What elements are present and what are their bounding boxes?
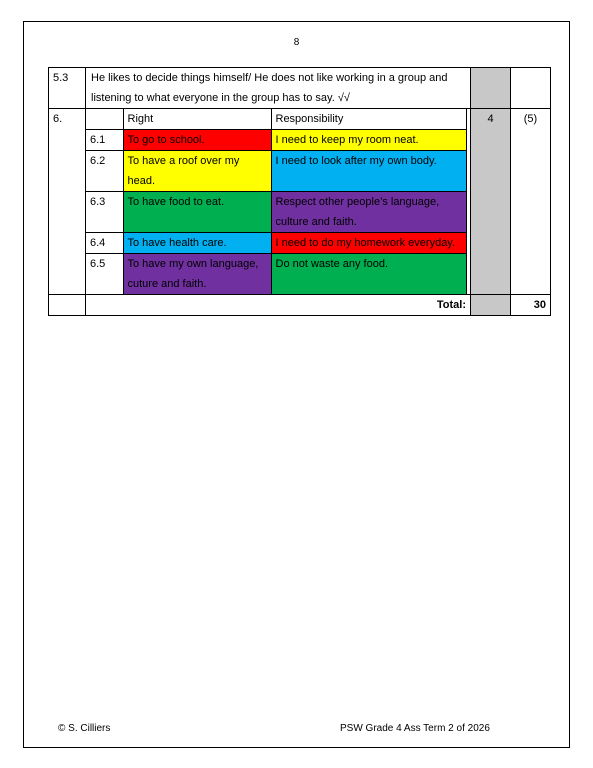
item-row — [86, 130, 466, 151]
item-number: 6.3 — [86, 192, 123, 233]
mark-cell — [471, 295, 511, 316]
total-cell: (5) — [511, 109, 551, 295]
item-row — [86, 151, 466, 192]
total-row — [49, 295, 551, 316]
mark-cell — [471, 68, 511, 109]
rights-responsibilities-table — [86, 109, 467, 294]
item-number: 6.1 — [86, 130, 123, 151]
right-cell: To have a roof over my head. — [123, 151, 271, 192]
responsibility-cell: I need to look after my own body. — [271, 151, 466, 192]
responsibility-cell: Respect other people’s language, culture and faith. — [271, 192, 466, 233]
answer-text: He likes to decide things himself/ He does not like working in a group and listening to what everyone in the group has to say. √√ — [86, 68, 471, 109]
footer-author: © S. Cilliers — [58, 723, 111, 734]
total-cell — [511, 68, 551, 109]
header-row — [86, 109, 466, 130]
right-cell: To have my own language, cuture and faith. — [123, 254, 271, 295]
total-label: Total: — [86, 295, 471, 316]
item-number: 6.2 — [86, 151, 123, 192]
right-cell: To go to school. — [123, 130, 271, 151]
footer-title: PSW Grade 4 Ass Term 2 of 2026 — [340, 723, 490, 734]
memo-row-6 — [49, 109, 551, 295]
mark-cell: 4 — [471, 109, 511, 295]
header-responsibility: Responsibility — [271, 109, 466, 130]
item-row — [86, 192, 466, 233]
question-number: 6. — [49, 109, 86, 295]
item-number: 6.4 — [86, 233, 123, 254]
item-row — [86, 233, 466, 254]
responsibility-cell: I need to keep my room neat. — [271, 130, 466, 151]
page-number: 8 — [293, 37, 300, 48]
right-cell: To have food to eat. — [123, 192, 271, 233]
item-row — [86, 254, 466, 295]
rights-table-cell — [86, 109, 471, 295]
memo-table — [48, 67, 551, 316]
responsibility-cell: I need to do my homework everyday. — [271, 233, 466, 254]
memo-row-5-3 — [49, 68, 551, 109]
responsibility-cell: Do not waste any food. — [271, 254, 466, 295]
right-cell: To have health care. — [123, 233, 271, 254]
total-value: 30 — [511, 295, 551, 316]
header-right: Right — [123, 109, 271, 130]
question-number: 5.3 — [49, 68, 86, 109]
blank-header — [86, 109, 123, 130]
blank-cell — [49, 295, 86, 316]
item-number: 6.5 — [86, 254, 123, 295]
